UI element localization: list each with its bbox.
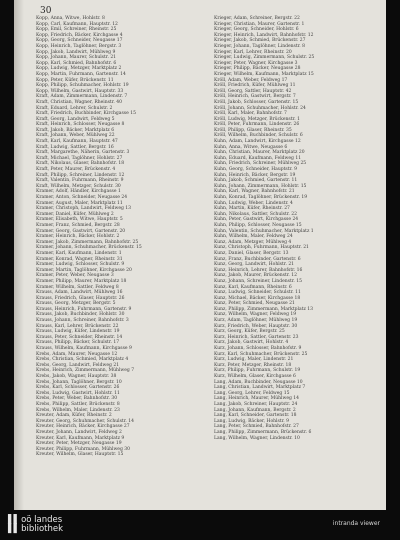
logo-bars-icon: ▌▌ — [8, 515, 20, 525]
directory-entry: Kuhn, Anna, Witwe, Neugasse 6 — [214, 144, 288, 150]
directory-entry: Kröll, Peter, Fuhrmann, Lindenstr. 26 — [214, 122, 300, 128]
directory-entry: Kramer, Heinrich, Bäcker, Hohlstr. 2 — [36, 234, 120, 240]
directory-entry: Kraft, Jakob, Bäcker, Marktplatz 6 — [36, 127, 115, 133]
directory-entry: Lang, Peter, Schmied, Bahnhofstr. 27 — [214, 424, 299, 430]
directory-entry: Kreuter, Karl, Kaufmann, Marktplatz 9 — [36, 435, 125, 441]
directory-entry: Kramer, Wilhelm, Sattler, Feldweg 8 — [36, 284, 119, 290]
directory-entry: Kurz, Georg, Küfer, Bergstr. 25 — [214, 329, 285, 335]
directory-entry: Kurz, Philipp, Fuhrmann, Schulstr. 19 — [214, 368, 301, 374]
directory-entry: Kopp, Peter, Küfer, Brückenstr. 11 — [36, 77, 114, 83]
directory-entry: Kuhn, Friedrich, Schreiner, Mühlweg 25 — [214, 161, 307, 167]
directory-entry: Kuhn, Eduard, Kaufmann, Feldweg 11 — [214, 155, 302, 161]
directory-entry: Kunz, Johann, Schreiner, Lindenstr. 15 — [214, 278, 303, 284]
directory-entry: Kramer, Georg, Gastwirt, Gartenstr. 20 — [36, 228, 126, 234]
directory-entry: Kopp, Emil, Schreiner, Rheinstr. 25 — [36, 27, 117, 33]
directory-entry: Kunz, Daniel, Glaser, Bergstr. 13 — [214, 250, 289, 256]
logo-line-2: bibliothek — [21, 524, 64, 534]
directory-entry: Kunz, Adam, Metzger, Mühlweg 4 — [214, 239, 292, 245]
directory-entry: Kramer, Konrad, Wagner, Rheinstr. 31 — [36, 256, 123, 262]
directory-entry: Kunz, Jakob, Maurer, Brückenstr. 12 — [214, 273, 298, 279]
directory-entry: Krebs, Peter, Weber, Bahnhofstr. 30 — [36, 396, 118, 402]
directory-entry: Kopp, Jakob, Landwirt, Mühlweg 9 — [36, 49, 116, 55]
directory-entry: Kunz, Ludwig, Schneider, Schulstr. 11 — [214, 290, 301, 296]
directory-entry: Kraft, Ludwig, Sattler, Bergstr. 16 — [36, 144, 114, 150]
logo-bars-icon: ▌▌ — [8, 524, 20, 534]
directory-entry: Kreuter, Peter, Metzger, Neugasse 19 — [36, 441, 122, 447]
directory-entry: Lang, Christian, Landwirt, Marktplatz 7 — [214, 385, 306, 391]
directory-entry: Krauss, Friedrich, Glaser, Hauptstr. 26 — [36, 295, 125, 301]
directory-entry: Krieger, Georg, Schneider, Hohlstr. 6 — [214, 27, 299, 33]
directory-entry: Kunz, Michael, Bäcker, Kirchgasse 18 — [214, 295, 301, 301]
directory-entry: Kuhn, Jakob, Schmied, Gartenstr. 11 — [214, 178, 298, 184]
directory-entry: Kramer, Christoph, Landwirt, Feldweg 13 — [36, 206, 132, 212]
directory-entry: Kuhn, Karl, Wagner, Bahnhofstr. 21 — [214, 189, 295, 195]
directory-entry: Kraft, Philipp, Schreiner, Lindenstr. 12 — [36, 172, 125, 178]
directory-entry: Krebs, Georg, Landwirt, Feldweg 21 — [36, 362, 120, 368]
directory-entry: Krieger, Wilhelm, Kaufmann, Marktplatz 15 — [214, 71, 314, 77]
directory-entry: Kuhn, Philipp, Schlosser, Neugasse 15 — [214, 222, 302, 228]
directory-entry: Kunz, Georg, Landwirt, Hohlstr. 21 — [214, 262, 295, 268]
directory-entry: Kopp, Georg, Schneider, Neugasse 17 — [36, 38, 123, 44]
directory-entry: Kraft, Michael, Taglöhner, Hohlstr. 27 — [36, 155, 123, 161]
directory-entry: Kraft, Georg, Landwirt, Feldweg 5 — [36, 116, 115, 122]
directory-entry: Kröll, Friedrich, Küfer, Mühlweg 11 — [214, 83, 296, 89]
directory-entry: Kreuter, Georg, Schuhmacher, Schulstr. 14 — [36, 418, 134, 424]
directory-entry: Kraft, Heinrich, Schlosser, Neugasse 8 — [36, 122, 125, 128]
directory-entry: Kurz, Johann, Schlosser, Bahnhofstr. 9 — [214, 346, 302, 352]
directory-entry: Kuhn, Martin, Küfer, Rheinstr. 27 — [214, 206, 290, 212]
directory-entry: Kramer, Anton, Schneider, Neugasse 24 — [36, 195, 128, 200]
directory-entry: Kuhn, Heinrich, Bäcker, Bergstr. 19 — [214, 172, 296, 178]
logo-line-1: oö landes — [21, 515, 63, 525]
directory-entry: Kreuter, Adam, Küfer, Rheinstr. 2 — [36, 413, 112, 419]
directory-entry: Krauss, Wilhelm, Kaufmann, Kirchgasse 9 — [36, 346, 132, 352]
directory-entry: Kröll, Wilhelm, Buchbinder, Schulstr. 6 — [214, 133, 303, 139]
directory-entry: Kröll, Georg, Sattler, Hauptstr. 42 — [214, 88, 292, 94]
directory-entry: Krebs, Heinrich, Zimmermann, Mühlweg 7 — [36, 368, 135, 374]
directory-entry: Kuhn, Valentin, Schuhmacher, Marktplatz 1 — [214, 228, 314, 234]
directory-entry: Krauss, Karl, Lehrer, Brückenstr. 22 — [36, 323, 119, 329]
directory-entry: Kuhn, Adam, Landwirt, Kirchgasse 12 — [214, 139, 301, 145]
directory-entry: Kraft, Friedrich, Buchbinder, Kirchgasse 15 — [36, 111, 136, 117]
directory-entry: Kopp, Johann, Maurer, Schulstr. 21 — [36, 55, 117, 61]
directory-entry: Kuhn, Konrad, Taglöhner, Brückenstr. 19 — [214, 195, 308, 200]
directory-entry: Kraft, Nikolaus, Glaser, Bahnhofstr. 18 — [36, 161, 125, 167]
directory-entry: Kreuter, Wilhelm, Glaser, Hauptstr. 15 — [36, 452, 124, 458]
directory-entry: Kraft, Johann, Weber, Mühlweg 22 — [36, 133, 115, 139]
directory-entry: Kopp, Wilhelm, Gastwirt, Hauptstr. 33 — [36, 88, 124, 94]
directory-entry: Krauss, Adam, Landwirt, Mühlweg 16 — [36, 290, 123, 296]
directory-entry: Kraft, Valentin, Fuhrmann, Rheinstr. 9 — [36, 178, 124, 184]
directory-entry: Lang, Philipp, Zimmermann, Brückenstr. 6 — [214, 429, 312, 435]
directory-entry: Kurz, Peter, Metzger, Rheinstr. 18 — [214, 362, 292, 368]
directory-entry: Krebs, Johann, Taglöhner, Bergstr. 10 — [36, 379, 122, 385]
directory-entry: Kramer, Daniel, Küfer, Mühlweg 2 — [36, 211, 114, 217]
directory-entry: Kuhn, Wilhelm, Maler, Feldweg 24 — [214, 234, 293, 240]
directory-entry: Kröll, Karl, Maler, Bahnhofstr. 7 — [214, 111, 287, 117]
directory-entry: Kramer, Peter, Weber, Neugasse 3 — [36, 273, 114, 279]
directory-entry: Kraft, Eduard, Lehrer, Schulstr. 2 — [36, 105, 113, 111]
directory-entry: Krauss, Jakob, Buchbinder, Hohlstr. 30 — [36, 312, 125, 318]
directory-entry: Kröll, Heinrich, Gastwirt, Bergstr. 7 — [214, 94, 296, 100]
directory-entry: Kröll, Ludwig, Metzger, Brückenstr. 1 — [214, 116, 300, 122]
directory-entry: Kurz, Heinrich, Sattler, Gartenstr. 23 — [214, 334, 299, 340]
directory-entry: Kurz, Ludwig, Maler, Lindenstr. 21 — [214, 357, 294, 363]
directory-entry: Kraft, Adam, Zimmermann, Lindenstr. 7 — [36, 94, 128, 100]
directory-entry: Lang, Ludwig, Bäcker, Hohlstr. 9 — [214, 418, 289, 424]
directory-entry: Krieger, Peter, Wagner, Kirchgasse 3 — [214, 60, 298, 66]
directory-entry: Krauss, Ludwig, Küfer, Lindenstr. 19 — [36, 329, 120, 335]
directory-entry: Kreuter, Heinrich, Bäcker, Kirchgasse 27 — [36, 424, 130, 430]
directory-entry: Kurz, Adam, Taglöhner, Mühlweg 19 — [214, 318, 298, 324]
directory-entry: Kraft, Karl, Kaufmann, Hauptstr. 47 — [36, 139, 118, 145]
directory-entry: Kröll, Philipp, Glaser, Rheinstr. 35 — [214, 127, 292, 133]
directory-entry: Kuhn, Johann, Zimmermann, Hohlstr. 15 — [214, 183, 307, 189]
page-number: 30 — [40, 6, 52, 16]
directory-entry: Krieger, Johann, Taglöhner, Lindenstr. 8 — [214, 43, 306, 49]
directory-entry: Kopp, Anna, Witwe, Hohlstr. 8 — [36, 16, 105, 21]
directory-entry: Kraft, Peter, Maurer, Brückenstr. 4 — [36, 167, 116, 173]
directory-entry: Kramer, Martin, Taglöhner, Kirchgasse 20 — [36, 267, 132, 273]
directory-entry: Kurz, Jakob, Gastwirt, Hohlstr. 4 — [214, 340, 289, 346]
directory-entry: Krauss, Philipp, Bäcker, Schulstr. 17 — [36, 340, 120, 346]
directory-entry: Krauss, Heinrich, Fuhrmann, Gartenstr. 9 — [36, 306, 132, 312]
directory-entry: Kunz, Franz, Buchbinder, Gartenstr. 6 — [214, 256, 301, 262]
directory-entry: Krauss, Georg, Metzger, Bergstr. 5 — [36, 301, 116, 307]
directory-entry: Kunz, Peter, Schmied, Neugasse 21 — [214, 301, 295, 307]
directory-entry: Kopp, Heinrich, Taglöhner, Bergstr. 3 — [36, 43, 122, 49]
directory-entry: Kopp, Karl, Schmied, Bahnhofstr. 6 — [36, 60, 117, 66]
directory-entry: Krieger, Christian, Maurer, Gartenstr. 1 — [214, 21, 305, 27]
directory-entry: Kunz, Philipp, Zimmermann, Marktplatz 13 — [214, 306, 313, 312]
directory-entry: Kunz, Christoph, Fuhrmann, Hauptstr. 21 — [214, 245, 309, 251]
directory-entry: Krieger, Ludwig, Zimmermann, Schulstr. 25 — [214, 55, 315, 61]
directory-entry: Kuhn, Nikolaus, Sattler, Schulstr. 22 — [214, 211, 298, 217]
directory-entry: Kröll, Johann, Schuhmacher, Hohlstr. 24 — [214, 105, 306, 111]
directory-entry: Krebs, Wilhelm, Maler, Lindenstr. 23 — [36, 407, 120, 413]
directory-entry: Kurz, Karl, Schuhmacher, Brückenstr. 25 — [214, 351, 308, 357]
directory-entry: Kopp, Martin, Fuhrmann, Gartenstr. 14 — [36, 71, 126, 77]
directory-entry: Kröll, Jakob, Schlosser, Gartenstr. 15 — [214, 99, 299, 105]
directory-entry: Krebs, Ludwig, Gastwirt, Hohlstr. 11 — [36, 390, 120, 396]
directory-entry: Kramer, Adolf, Händler, Kirchgasse 1 — [36, 189, 121, 195]
viewer-credit: intranda viewer — [332, 520, 380, 527]
directory-entry: Kraft, Wilhelm, Metzger, Schulstr. 30 — [36, 183, 121, 189]
directory-entry: Kramer, Franz, Schmied, Bergstr. 28 — [36, 222, 120, 228]
directory-entry: Kuhn, Georg, Schneider, Hauptstr. 9 — [214, 167, 297, 173]
directory-entry: Kramer, Philipp, Maurer, Marktplatz 18 — [36, 278, 127, 284]
directory-entry: Kröll, Adam, Weber, Feldweg 17 — [214, 77, 288, 83]
directory-entry: Krauss, Peter, Schneider, Rheinstr. 14 — [36, 334, 123, 340]
directory-entry: Krebs, Karl, Schlosser, Gartenstr. 26 — [36, 385, 120, 391]
directory-entry: Kraft, Margarethe, Näherin, Gartenstr. 3 — [36, 150, 130, 156]
directory-entry: Krieger, Jakob, Schmied, Brückenstr. 27 — [214, 38, 306, 44]
directory-entry: Kuhn, Christian, Maurer, Marktplatz 20 — [214, 150, 305, 156]
directory-entry: Lang, Johann, Kaufmann, Bergstr. 2 — [214, 407, 296, 413]
directory-entry: Kopp, Friedrich, Bäcker, Kirchgasse 4 — [36, 32, 123, 38]
directory-entry: Kunz, Karl, Kaufmann, Rheinstr. 6 — [214, 284, 292, 290]
scanned-page — [14, 0, 386, 510]
directory-entry: Kurz, Friedrich, Weber, Hauptstr. 30 — [214, 323, 298, 329]
directory-entry: Kramer, Karl, Kaufmann, Lindenstr. 1 — [36, 250, 122, 256]
directory-entry: Kramer, August, Maler, Marktplatz 11 — [36, 200, 123, 206]
directory-entry: Krebs, Jakob, Wagner, Hauptstr. 38 — [36, 374, 117, 379]
directory-entry: Kurz, Wilhelm, Glaser, Kirchgasse 6 — [214, 374, 296, 379]
right-text-column — [214, 16, 386, 441]
directory-entry: Krebs, Adam, Maurer, Neugasse 12 — [36, 351, 118, 357]
directory-entry: Kuhn, Peter, Gastwirt, Kirchgasse 24 — [214, 217, 299, 223]
directory-entry: Kreuter, Philipp, Fuhrmann, Mühlweg 30 — [36, 446, 131, 452]
directory-entry: Kramer, Jakob, Zimmermann, Bahnhofstr. 25 — [36, 239, 139, 245]
directory-entry: Kramer, Johann, Schuhmacher, Brückenstr. 15 — [36, 245, 142, 251]
directory-entry: Kopp, Philipp, Schuhmacher, Hohlstr. 19 — [36, 83, 129, 89]
directory-entry: Kreuter, Johann, Landwirt, Feldweg 2 — [36, 429, 122, 435]
directory-entry: Kopp, Carl, Kaufmann, Hauptstr. 12 — [36, 21, 118, 27]
directory-entry: Krieger, Karl, Lehrer, Rheinstr. 20 — [214, 49, 292, 55]
directory-entry: Kramer, Ludwig, Schlosser, Schulstr. 9 — [36, 262, 125, 268]
directory-entry: Krebs, Philipp, Sattler, Brückenstr. 8 — [36, 401, 120, 407]
library-logo[interactable] — [8, 516, 63, 534]
directory-entry: Krieger, Philipp, Bäcker, Neugasse 28 — [214, 66, 301, 72]
directory-entry: Kopp, Ludwig, Metzger, Marktplatz 2 — [36, 66, 122, 72]
directory-entry: Kramer, Elisabeth, Witwe, Hauptstr. 5 — [36, 217, 123, 223]
directory-entry: Lang, Adam, Buchbinder, Neugasse 10 — [214, 379, 303, 385]
directory-entry: Krieger, Heinrich, Landwirt, Bahnhofstr. 12 — [214, 32, 314, 38]
directory-entry: Kuhn, Ludwig, Weber, Lindenstr. 4 — [214, 200, 293, 206]
directory-entry: Lang, Wilhelm, Wagner, Lindenstr. 10 — [214, 435, 300, 441]
directory-entry: Krieger, Adam, Schreiner, Bergstr. 22 — [214, 16, 300, 21]
directory-entry: Kunz, Heinrich, Lehrer, Bahnhofstr. 16 — [214, 267, 303, 273]
directory-entry: Lang, Karl, Schneider, Gartenstr. 18 — [214, 413, 297, 419]
directory-entry: Krauss, Johann, Schreiner, Bahnhofstr. 3 — [36, 318, 129, 324]
directory-entry: Kraft, Christian, Wagner, Rheinstr. 40 — [36, 99, 122, 105]
directory-entry: Lang, Heinrich, Maurer, Mühlweg 14 — [214, 396, 300, 402]
left-text-column — [36, 16, 212, 458]
directory-entry: Kunz, Wilhelm, Wagner, Feldweg 19 — [214, 312, 297, 318]
directory-entry: Lang, Jakob, Schreiner, Hauptstr. 24 — [214, 401, 298, 407]
directory-entry: Krebs, Christian, Schmied, Marktplatz 4 — [36, 357, 129, 363]
directory-entry: Lang, Georg, Lehrer, Feldweg 15 — [214, 390, 290, 396]
